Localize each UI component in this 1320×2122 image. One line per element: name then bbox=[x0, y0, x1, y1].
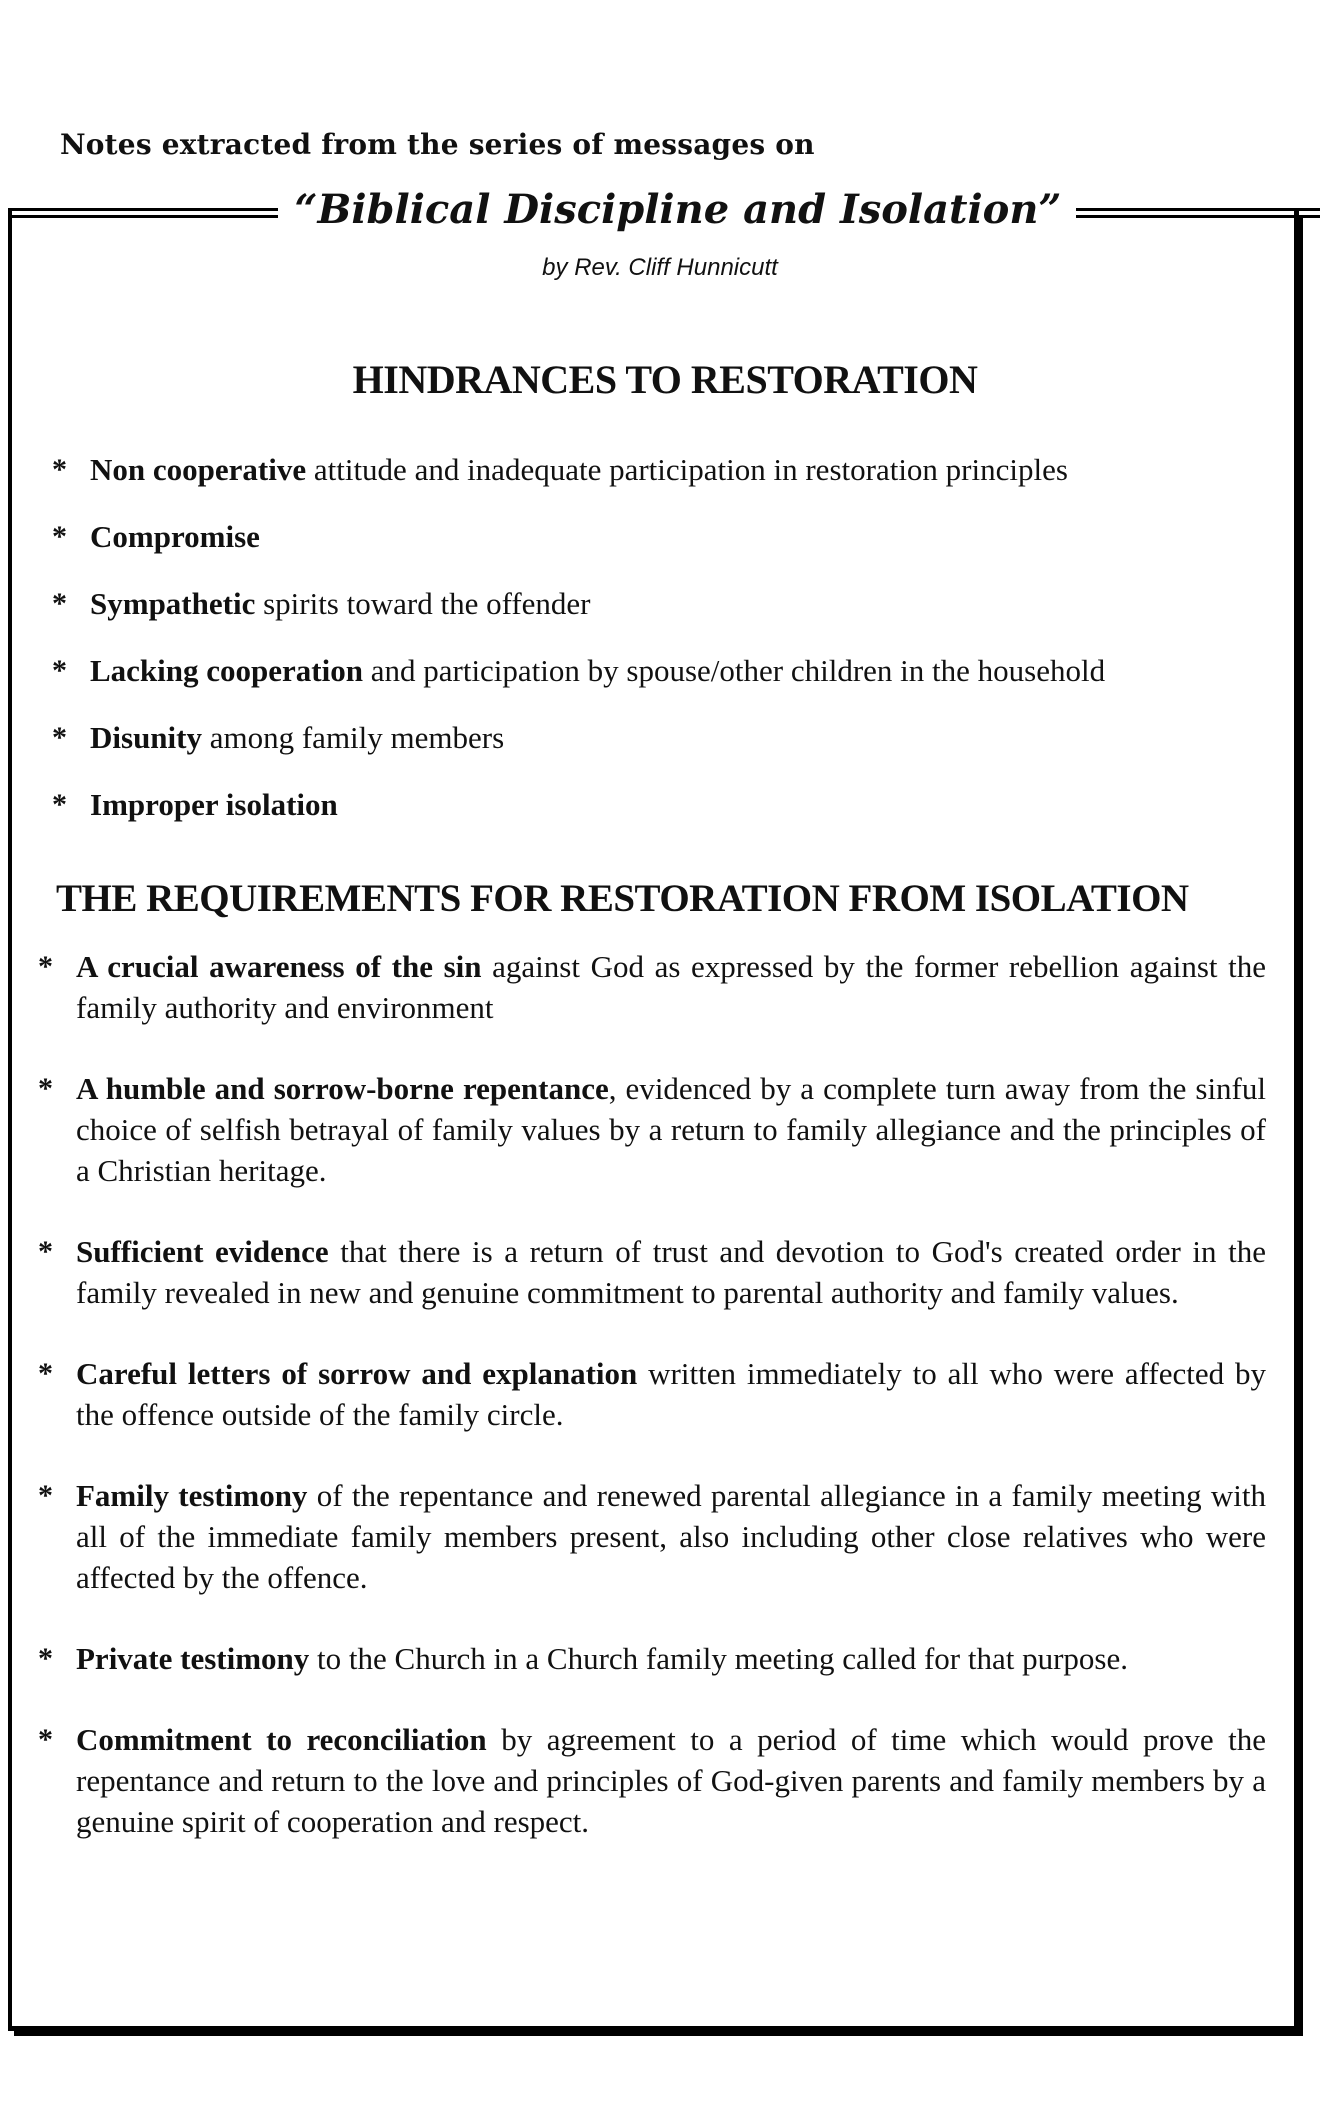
bullet-star: * bbox=[38, 1479, 53, 1512]
item-text: attitude and inadequate participation in restoration principles bbox=[306, 452, 1068, 487]
list-item bbox=[36, 1638, 1266, 1679]
item-text: and participation by spouse/other children in the household bbox=[362, 653, 1106, 688]
intro-line: Notes extracted from the series of messages on bbox=[60, 128, 815, 161]
bullet-star: * bbox=[38, 1357, 53, 1390]
title-rule-left bbox=[8, 208, 278, 218]
title-rule-right bbox=[1076, 208, 1320, 218]
list-item bbox=[36, 1068, 1266, 1191]
item-bold: Careful letters of sorrow and explanation bbox=[76, 1356, 638, 1391]
bullet-star: * bbox=[52, 520, 67, 553]
series-title: “Biblical Discipline and Isolation” bbox=[294, 186, 1062, 233]
list-item bbox=[50, 584, 1270, 624]
item-text: to the Church in a Church family meeting called for that purpose. bbox=[309, 1641, 1128, 1676]
item-text: spirits toward the offender bbox=[255, 586, 591, 621]
bullet-star: * bbox=[52, 453, 67, 486]
item-bold: Commitment to reconciliation bbox=[76, 1722, 487, 1757]
item-bold: A crucial awareness of the sin bbox=[76, 949, 482, 984]
list-item bbox=[50, 517, 1270, 557]
list-item bbox=[50, 785, 1270, 825]
bullet-star: * bbox=[52, 654, 67, 687]
item-text: of the repentance and renewed parental allegiance in a family meeting with all of the immediate family members present, also including other close relatives who were affected by the offence. bbox=[76, 1478, 1266, 1595]
bullet-star: * bbox=[38, 1235, 53, 1268]
item-bold: Lacking cooperation bbox=[90, 653, 363, 688]
list-item bbox=[50, 450, 1270, 490]
item-bold: Improper isolation bbox=[90, 787, 338, 822]
item-bold: Private testimony bbox=[76, 1641, 310, 1676]
list-item bbox=[50, 718, 1270, 758]
list-item bbox=[36, 946, 1266, 1028]
item-bold: Sufficient evidence bbox=[76, 1234, 329, 1269]
item-text: among family members bbox=[201, 720, 505, 755]
item-text: that there is a return of trust and devotion to God's created order in the family revealed in new and genuine commitment to parental authority and family values. bbox=[76, 1234, 1266, 1310]
title-bar bbox=[8, 186, 1320, 242]
item-text: written immediately to all who were affected by the offence outside of the family circle. bbox=[76, 1356, 1266, 1432]
item-text: by agreement to a period of time which would prove the repentance and return to the love and principles of God-given parents and family members by a genuine spirit of cooperation and respect. bbox=[76, 1722, 1266, 1839]
bullet-star: * bbox=[52, 721, 67, 754]
item-text: , evidenced by a complete turn away from the sinful choice of selfish betrayal of family values by a return to family allegiance and the principles of a Christian heritage. bbox=[76, 1071, 1266, 1188]
list-item bbox=[36, 1353, 1266, 1435]
item-bold: Sympathetic bbox=[90, 586, 256, 621]
bullet-star: * bbox=[38, 1723, 53, 1756]
item-bold: A humble and sorrow-borne repentance bbox=[76, 1071, 609, 1106]
item-bold: Disunity bbox=[90, 720, 202, 755]
bullet-star: * bbox=[52, 587, 67, 620]
hindrances-list bbox=[50, 450, 1270, 852]
item-text: against God as expressed by the former rebellion against the family authority and environment bbox=[76, 949, 1266, 1025]
hindrances-heading: HINDRANCES TO RESTORATION bbox=[352, 357, 978, 402]
list-item bbox=[36, 1231, 1266, 1313]
bullet-star: * bbox=[38, 1072, 53, 1105]
item-bold: Non cooperative bbox=[90, 452, 307, 487]
bullet-star: * bbox=[38, 950, 53, 983]
requirements-heading: THE REQUIREMENTS FOR RESTORATION FROM ISOLATION bbox=[56, 877, 1189, 920]
bullet-star: * bbox=[52, 788, 67, 821]
item-bold: Family testimony bbox=[76, 1478, 308, 1513]
list-item bbox=[36, 1475, 1266, 1598]
item-bold: Compromise bbox=[90, 519, 260, 554]
list-item bbox=[36, 1719, 1266, 1842]
bullet-star: * bbox=[38, 1642, 53, 1675]
author-line: by Rev. Cliff Hunnicutt bbox=[542, 254, 778, 281]
list-item bbox=[50, 651, 1270, 691]
requirements-list bbox=[36, 946, 1266, 1882]
